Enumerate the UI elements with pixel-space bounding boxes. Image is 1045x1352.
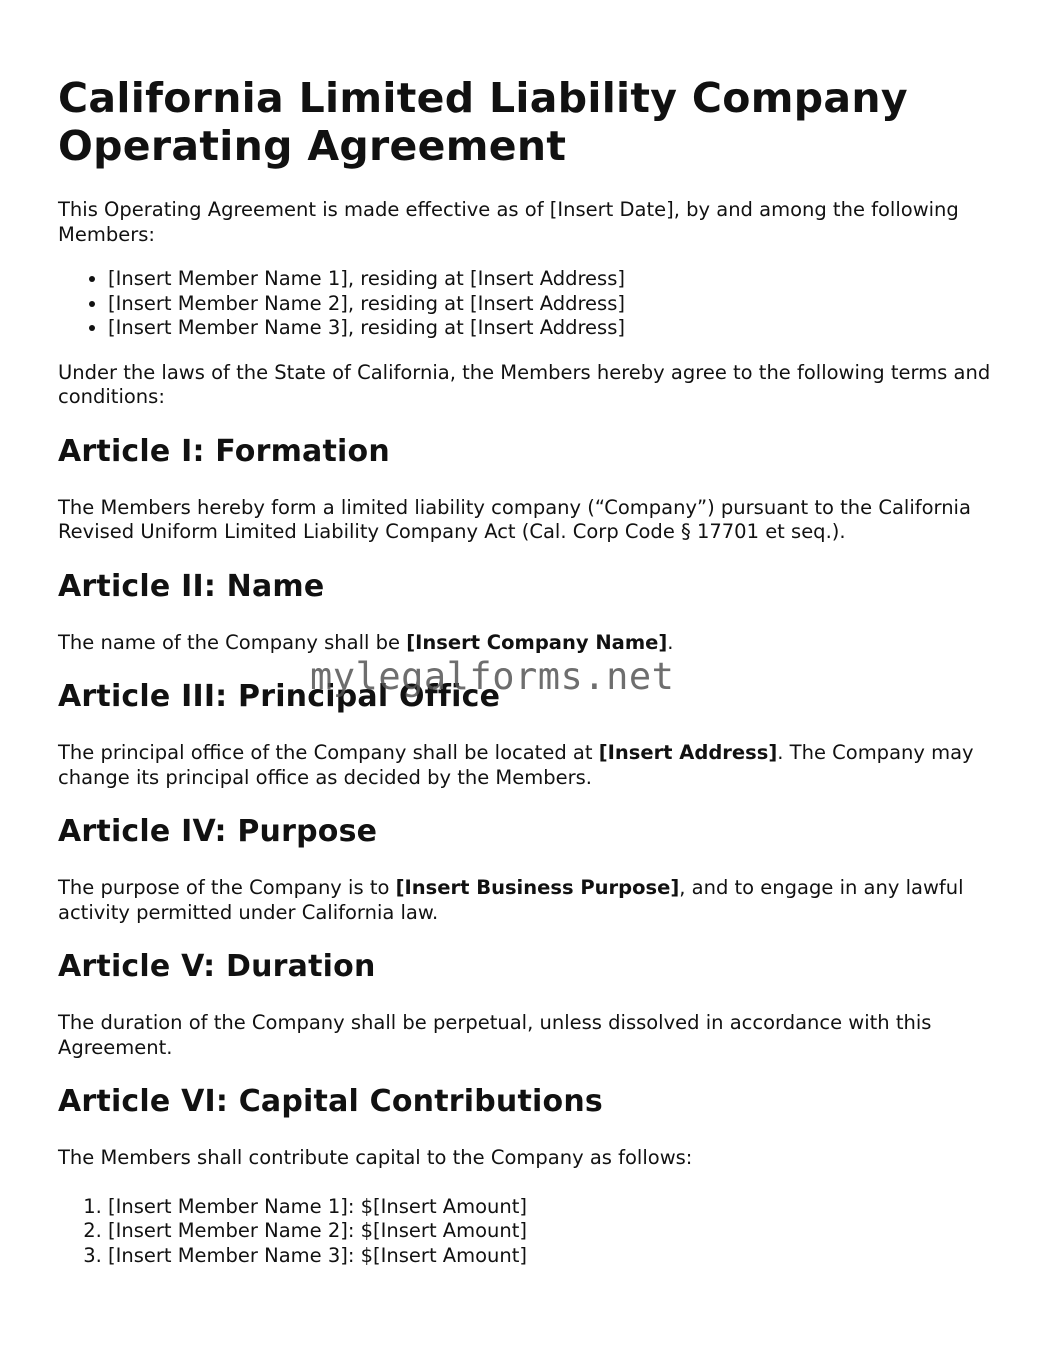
list-item: • [Insert Member Name 2], residing at [Insert Address] [108,292,998,317]
list-item: 3. [Insert Member Name 3]: $[Insert Amount] [108,1244,998,1269]
placeholder-address: [Insert Address] [598,741,778,764]
text-segment: . The Company may change its principal office as decided by the Members. [58,741,974,789]
document-title [58,74,998,170]
article-heading-principal-office: Article III: Principal Office [58,679,501,714]
text-segment: The purpose of the Company is to [58,876,396,899]
contributions-list [58,1195,998,1269]
text-segment: The principal office of the Company shall be located at [58,741,599,764]
list-item: • [Insert Member Name 1], residing at [Insert Address] [108,267,998,292]
text-segment: . [667,630,674,654]
article-text-principal-office [58,741,998,790]
list-item: 1. [Insert Member Name 1]: $[Insert Amount] [108,1195,998,1220]
placeholder-business-purpose: [Insert Business Purpose] [395,876,680,899]
list-item: • [Insert Member Name 3], residing at [Insert Address] [108,316,998,341]
members-list [58,267,998,341]
document-page [58,74,998,1288]
intro-paragraph: This Operating Agreement is made effective as of [Insert Date], by and among the following Members: [58,198,959,246]
article-text-duration: The duration of the Company shall be perpetual, unless dissolved in accordance with this Agreement. [58,1011,932,1059]
title-line-1: California Limited Liability Company [58,74,908,122]
article-heading-purpose: Article IV: Purpose [58,814,378,849]
article-heading-name: Article II: Name [58,568,325,604]
article-heading-formation: Article I: Formation [58,433,390,469]
title-line-2: Operating Agreement [58,122,567,170]
preamble-paragraph: Under the laws of the State of California, the Members hereby agree to the following terms and conditions: [58,360,991,408]
text-segment: The name of the Company shall be [58,630,407,654]
article-heading-duration: Article V: Duration [58,949,376,984]
list-item: 2. [Insert Member Name 2]: $[Insert Amount] [108,1219,998,1244]
placeholder-company-name: [Insert Company Name] [406,630,668,654]
article-text-purpose [58,876,998,925]
text-segment: , and to engage in any lawful activity permitted under California law. [58,876,964,924]
article-heading-capital-contributions: Article VI: Capital Contributions [58,1084,603,1119]
watermark: mylegalforms.net [310,655,675,698]
article-text-name [58,631,998,656]
article-text-formation: The Members hereby form a limited liability company (“Company”) pursuant to the California Revised Uniform Limited Liability Company Act (Cal. Corp Code § 17701 et seq.). [58,495,971,543]
article-text-capital-contributions: The Members shall contribute capital to the Company as follows: [58,1146,693,1169]
